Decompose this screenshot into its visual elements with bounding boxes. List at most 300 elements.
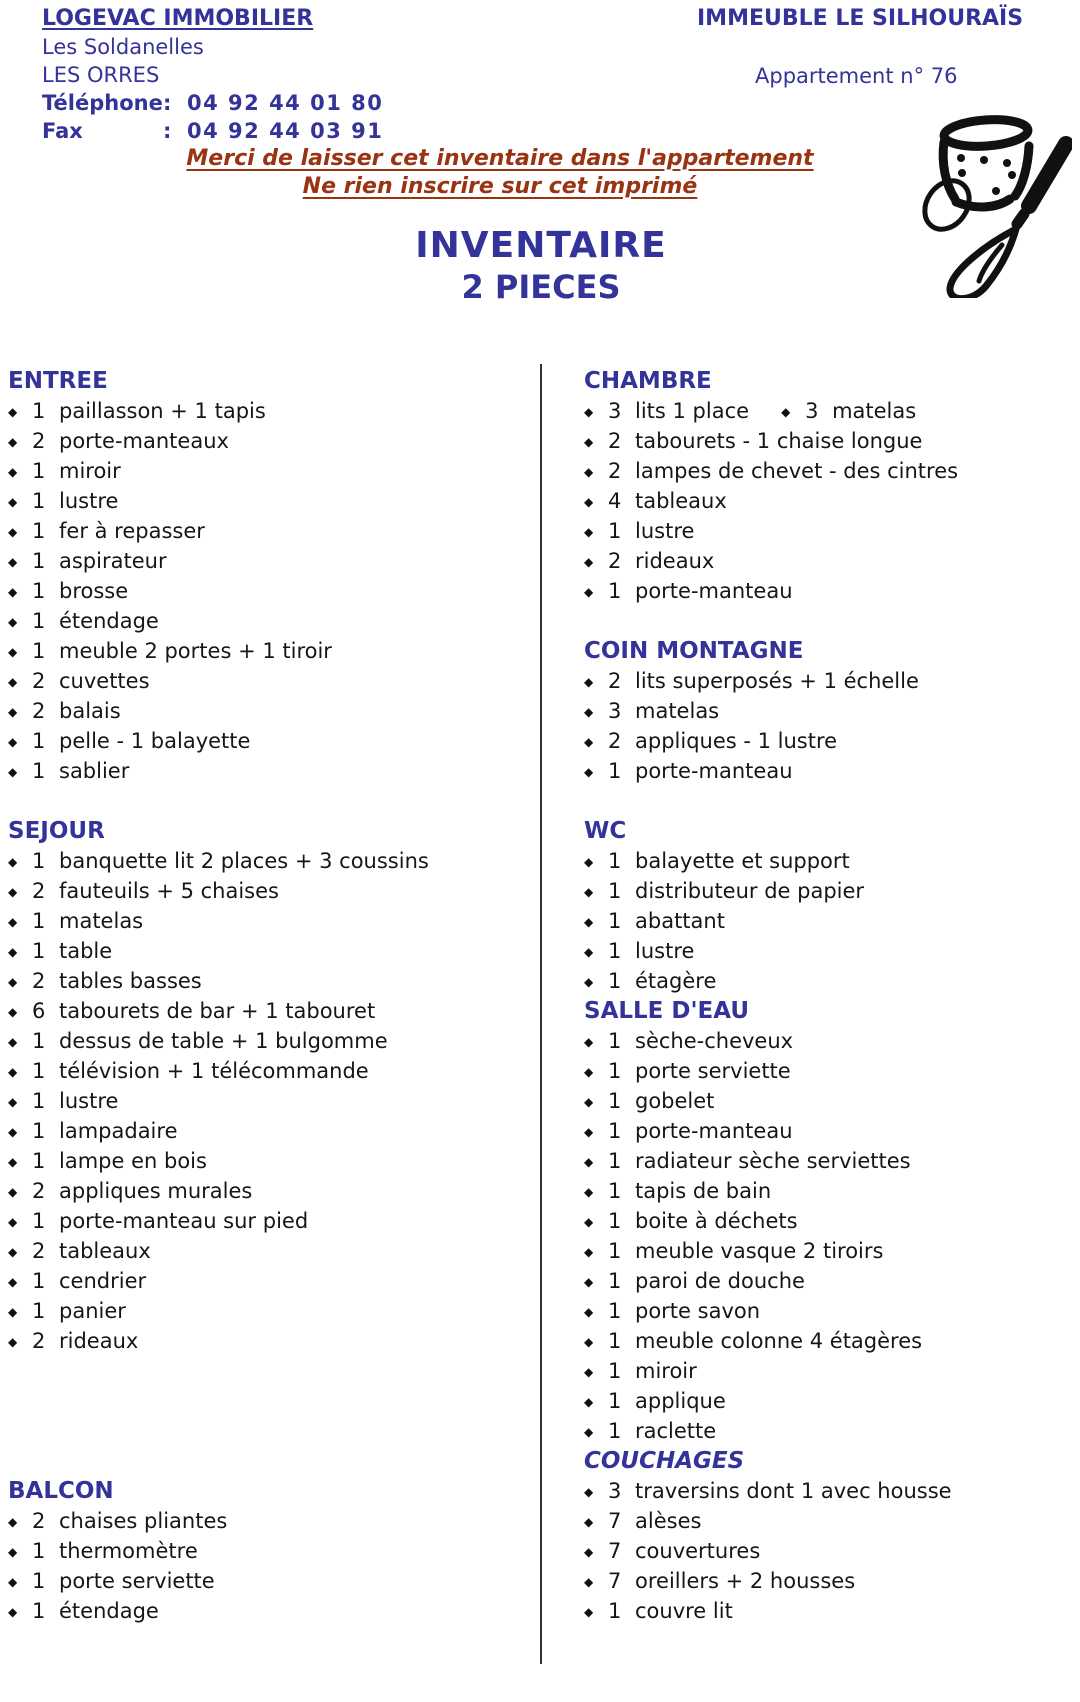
inventory-item	[8, 1176, 533, 1206]
item-label: lampes de chevet - des cintres	[635, 459, 959, 483]
inventory-item	[8, 546, 533, 576]
diamond-bullet-icon: ◆	[584, 945, 594, 959]
item-quantity: 1	[32, 1059, 46, 1083]
section-title: SALLE D'EAU	[584, 998, 750, 1024]
item-label: sèche-cheveux	[635, 1029, 794, 1053]
inventory-item	[8, 1566, 533, 1596]
diamond-bullet-icon: ◆	[584, 705, 594, 719]
item-label: cendrier	[59, 1269, 147, 1293]
item-quantity: 1	[32, 1089, 46, 1113]
inventory-item	[584, 1206, 1078, 1236]
diamond-bullet-icon: ◆	[8, 615, 18, 629]
diamond-bullet-icon: ◆	[584, 735, 594, 749]
diamond-bullet-icon: ◆	[8, 1245, 18, 1259]
inventory-right-column	[584, 366, 1078, 1626]
inventory-item	[584, 1116, 1078, 1146]
diamond-bullet-icon: ◆	[8, 1005, 18, 1019]
inventory-item	[584, 1536, 1078, 1566]
inventory-item	[584, 1506, 1078, 1536]
phone-row	[42, 89, 383, 117]
item-quantity: 1	[608, 969, 622, 993]
diamond-bullet-icon: ◆	[584, 465, 594, 479]
inventory-item	[8, 1506, 533, 1536]
item-quantity: 1	[32, 459, 46, 483]
item-label: appliques - 1 lustre	[635, 729, 838, 753]
inventory-item	[584, 906, 1078, 936]
diamond-bullet-icon: ◆	[8, 975, 18, 989]
item-label: porte-manteau	[635, 759, 793, 783]
item-label: lits 1 place	[635, 399, 750, 423]
inventory-item	[8, 426, 533, 456]
item-quantity: 1	[32, 639, 46, 663]
item-label: appliques murales	[59, 1179, 253, 1203]
item-label: radiateur sèche serviettes	[635, 1149, 911, 1173]
item-quantity: 1	[608, 1599, 622, 1623]
diamond-bullet-icon: ◆	[8, 915, 18, 929]
inventory-item	[584, 1596, 1078, 1626]
header-left-block	[42, 5, 383, 145]
inventory-item	[8, 1536, 533, 1566]
diamond-bullet-icon: ◆	[584, 855, 594, 869]
item-quantity: 1	[32, 519, 46, 543]
diamond-bullet-icon: ◆	[8, 945, 18, 959]
item-label: meuble 2 portes + 1 tiroir	[59, 639, 332, 663]
inventory-item	[8, 576, 533, 606]
item-label: balais	[59, 699, 121, 723]
item-quantity: 1	[32, 489, 46, 513]
item-label: thermomètre	[59, 1539, 198, 1563]
diamond-bullet-icon: ◆	[8, 855, 18, 869]
diamond-bullet-icon: ◆	[8, 465, 18, 479]
item-label: tabourets - 1 chaise longue	[635, 429, 923, 453]
item-quantity: 2	[32, 669, 46, 693]
diamond-bullet-icon: ◆	[8, 1335, 18, 1349]
item-label: porte serviette	[59, 1569, 215, 1593]
item-quantity: 2	[608, 459, 622, 483]
item-quantity: 6	[32, 999, 46, 1023]
inventory-item	[8, 846, 533, 876]
item-quantity: 2	[608, 549, 622, 573]
section-title: BALCON	[8, 1478, 114, 1504]
item-quantity: 1	[32, 549, 46, 573]
diamond-bullet-icon: ◆	[584, 975, 594, 989]
item-quantity: 1	[32, 909, 46, 933]
apartment-number: Appartement n° 76	[755, 64, 958, 88]
item-quantity: 1	[608, 519, 622, 543]
fax-separator: :	[163, 119, 172, 143]
diamond-bullet-icon: ◆	[8, 735, 18, 749]
item-quantity: 1	[608, 759, 622, 783]
diamond-bullet-icon: ◆	[584, 1365, 594, 1379]
item-label: tables basses	[59, 969, 202, 993]
item-quantity: 1	[608, 849, 622, 873]
item-quantity: 1	[32, 609, 46, 633]
item-quantity: 1	[32, 759, 46, 783]
item-label: paroi de douche	[635, 1269, 805, 1293]
fax-label: Fax	[42, 119, 83, 143]
item-quantity: 1	[608, 909, 622, 933]
inventory-item	[584, 1566, 1078, 1596]
inventory-item	[584, 396, 1078, 426]
inventory-item	[584, 546, 1078, 576]
item-quantity: 1	[608, 1299, 622, 1323]
item-quantity: 1	[32, 1209, 46, 1233]
item-quantity: 2	[32, 1509, 46, 1533]
section-title: CHAMBRE	[584, 368, 712, 394]
diamond-bullet-icon: ◆	[8, 1575, 18, 1589]
inventory-item	[8, 756, 533, 786]
item-label: lustre	[635, 939, 695, 963]
diamond-bullet-icon: ◆	[8, 1065, 18, 1079]
item-label: banquette lit 2 places + 3 coussins	[59, 849, 429, 873]
item-label: porte-manteau sur pied	[59, 1209, 309, 1233]
item-label: étendage	[59, 609, 159, 633]
item-quantity: 7	[608, 1509, 622, 1533]
item-label: porte-manteau	[635, 579, 793, 603]
column-divider	[540, 364, 542, 1664]
item-quantity: 1	[32, 399, 46, 423]
item-label: lampe en bois	[59, 1149, 207, 1173]
inventory-item	[584, 846, 1078, 876]
inventory-item	[584, 456, 1078, 486]
diamond-bullet-icon: ◆	[584, 1545, 594, 1559]
document-title-block	[0, 224, 1080, 306]
inventory-item	[8, 726, 533, 756]
item-quantity: 2	[32, 879, 46, 903]
item-quantity: 1	[32, 1599, 46, 1623]
item-label: applique	[635, 1389, 726, 1413]
item-label: lits superposés + 1 échelle	[635, 669, 919, 693]
item-label: lustre	[59, 489, 119, 513]
inventory-item	[584, 1386, 1078, 1416]
diamond-bullet-icon: ◆	[584, 1245, 594, 1259]
inventory-item	[8, 966, 533, 996]
document-title: INVENTAIRE	[415, 225, 667, 266]
item-label: table	[59, 939, 113, 963]
item-quantity: 1	[608, 1089, 622, 1113]
item-quantity: 1	[608, 1269, 622, 1293]
diamond-bullet-icon: ◆	[584, 1035, 594, 1049]
inventory-item	[584, 1326, 1078, 1356]
diamond-bullet-icon: ◆	[584, 435, 594, 449]
section-title: COIN MONTAGNE	[584, 638, 804, 664]
inventory-item	[584, 1266, 1078, 1296]
item-quantity: 4	[608, 489, 622, 513]
item-label: paillasson + 1 tapis	[59, 399, 266, 423]
item-label: meuble vasque 2 tiroirs	[635, 1239, 884, 1263]
diamond-bullet-icon: ◆	[8, 1185, 18, 1199]
item-quantity: 2	[32, 969, 46, 993]
notice-line-2: Ne rien inscrire sur cet imprimé	[302, 174, 698, 199]
item-quantity: 1	[32, 849, 46, 873]
item-label: tableaux	[59, 1239, 151, 1263]
inventory-item	[8, 1086, 533, 1116]
item-label: chaises pliantes	[59, 1509, 228, 1533]
diamond-bullet-icon: ◆	[8, 1275, 18, 1289]
item-quantity: 2	[32, 429, 46, 453]
item-label: distributeur de papier	[635, 879, 865, 903]
item-quantity: 1	[608, 1329, 622, 1353]
item-label: miroir	[635, 1359, 697, 1383]
item-quantity: 1	[32, 1029, 46, 1053]
item-quantity: 2	[32, 699, 46, 723]
diamond-bullet-icon: ◆	[8, 675, 18, 689]
item-label: fauteuils + 5 chaises	[59, 879, 279, 903]
item-quantity: 1	[32, 1269, 46, 1293]
diamond-bullet-icon: ◆	[584, 1305, 594, 1319]
inventory-left-column	[8, 366, 533, 1626]
inventory-item	[584, 1176, 1078, 1206]
diamond-bullet-icon: ◆	[584, 1095, 594, 1109]
inventory-item	[8, 666, 533, 696]
inventory-item	[8, 396, 533, 426]
inventory-item	[584, 966, 1078, 996]
section-title: ENTREE	[8, 368, 108, 394]
item-quantity: 2	[32, 1329, 46, 1353]
item-label: lustre	[635, 519, 695, 543]
inventory-item	[584, 1416, 1078, 1446]
item-label: raclette	[635, 1419, 717, 1443]
item-label: matelas	[59, 909, 144, 933]
diamond-bullet-icon: ◆	[584, 915, 594, 929]
diamond-bullet-icon: ◆	[584, 1125, 594, 1139]
fax-row	[42, 117, 383, 145]
item-label: couvre lit	[635, 1599, 733, 1623]
phone-label: Téléphone	[42, 91, 163, 115]
diamond-bullet-icon: ◆	[584, 1605, 594, 1619]
item-quantity: 1	[32, 1539, 46, 1563]
section-title: COUCHAGES	[584, 1448, 745, 1474]
inventory-item	[584, 1026, 1078, 1056]
inventory-item	[584, 726, 1078, 756]
item-label: miroir	[59, 459, 121, 483]
diamond-bullet-icon: ◆	[584, 675, 594, 689]
diamond-bullet-icon: ◆	[584, 1425, 594, 1439]
diamond-bullet-icon: ◆	[8, 765, 18, 779]
inventory-item	[584, 426, 1078, 456]
inventory-item	[8, 486, 533, 516]
item-quantity: 3	[805, 399, 819, 423]
item-label: lampadaire	[59, 1119, 178, 1143]
item-label: matelas	[635, 699, 720, 723]
inventory-item	[8, 1596, 533, 1626]
inventory-item	[8, 636, 533, 666]
item-label: télévision + 1 télécommande	[59, 1059, 369, 1083]
item-quantity: 3	[608, 399, 622, 423]
item-quantity: 3	[608, 699, 622, 723]
diamond-bullet-icon: ◆	[584, 1275, 594, 1289]
inventory-item	[8, 606, 533, 636]
item-quantity: 1	[608, 939, 622, 963]
diamond-bullet-icon: ◆	[8, 1305, 18, 1319]
inventory-item	[8, 1296, 533, 1326]
diamond-bullet-icon: ◆	[8, 1095, 18, 1109]
item-label: meuble colonne 4 étagères	[635, 1329, 923, 1353]
inventory-item	[584, 1356, 1078, 1386]
item-quantity: 1	[32, 1149, 46, 1173]
residence-name: Les Soldanelles	[42, 35, 204, 59]
item-quantity: 2	[608, 669, 622, 693]
inventory-item	[584, 756, 1078, 786]
diamond-bullet-icon: ◆	[584, 585, 594, 599]
section-title: WC	[584, 818, 627, 844]
item-label: gobelet	[635, 1089, 715, 1113]
diamond-bullet-icon: ◆	[584, 525, 594, 539]
item-label: alèses	[635, 1509, 702, 1533]
item-label: étendage	[59, 1599, 159, 1623]
diamond-bullet-icon: ◆	[584, 1335, 594, 1349]
item-label: tabourets de bar + 1 tabouret	[59, 999, 376, 1023]
diamond-bullet-icon: ◆	[584, 1575, 594, 1589]
diamond-bullet-icon: ◆	[8, 495, 18, 509]
diamond-bullet-icon: ◆	[584, 1395, 594, 1409]
item-label: pelle - 1 balayette	[59, 729, 251, 753]
inventory-item	[8, 906, 533, 936]
inventory-item	[584, 696, 1078, 726]
inventory-item	[8, 696, 533, 726]
phone-separator: :	[163, 91, 172, 115]
section-title: SEJOUR	[8, 818, 105, 844]
item-label: porte-manteaux	[59, 429, 229, 453]
item-label: sablier	[59, 759, 130, 783]
item-label: oreillers + 2 housses	[635, 1569, 856, 1593]
item-label: dessus de table + 1 bulgomme	[59, 1029, 388, 1053]
item-label: brosse	[59, 579, 129, 603]
inventory-item	[584, 936, 1078, 966]
item-label: balayette et support	[635, 849, 850, 873]
company-name: LOGEVAC IMMOBILIER	[42, 6, 314, 31]
item-quantity: 1	[608, 1209, 622, 1233]
item-quantity: 1	[608, 1179, 622, 1203]
item-label: abattant	[635, 909, 725, 933]
item-quantity: 3	[608, 1479, 622, 1503]
diamond-bullet-icon: ◆	[584, 555, 594, 569]
diamond-bullet-icon: ◆	[584, 495, 594, 509]
diamond-bullet-icon: ◆	[8, 1125, 18, 1139]
diamond-bullet-icon: ◆	[584, 1185, 594, 1199]
inventory-item	[584, 1056, 1078, 1086]
phone-number: 04 92 44 01 80	[187, 91, 384, 115]
diamond-bullet-icon: ◆	[584, 405, 594, 419]
item-quantity: 1	[608, 579, 622, 603]
inventory-item	[8, 1146, 533, 1176]
diamond-bullet-icon: ◆	[8, 885, 18, 899]
inventory-item	[8, 1116, 533, 1146]
inventory-item	[8, 456, 533, 486]
item-label: tapis de bain	[635, 1179, 772, 1203]
inventory-item	[8, 516, 533, 546]
item-quantity: 2	[608, 729, 622, 753]
item-quantity: 1	[608, 1239, 622, 1263]
building-name: IMMEUBLE LE SILHOURAÏS	[697, 6, 1024, 31]
city-name: LES ORRES	[42, 63, 160, 87]
item-quantity: 1	[32, 1299, 46, 1323]
item-quantity: 1	[608, 1359, 622, 1383]
document-subtitle: 2 PIECES	[461, 268, 621, 306]
inventory-item	[584, 666, 1078, 696]
item-quantity: 7	[608, 1569, 622, 1593]
item-quantity: 1	[608, 1059, 622, 1083]
inventory-item	[584, 1296, 1078, 1326]
item-quantity: 1	[32, 579, 46, 603]
diamond-bullet-icon: ◆	[584, 1065, 594, 1079]
item-quantity: 2	[32, 1239, 46, 1263]
diamond-bullet-icon: ◆	[584, 1215, 594, 1229]
diamond-bullet-icon: ◆	[8, 405, 18, 419]
inventory-item	[8, 876, 533, 906]
item-quantity: 1	[608, 879, 622, 903]
diamond-bullet-icon: ◆	[8, 645, 18, 659]
inventory-item	[584, 1086, 1078, 1116]
item-label: cuvettes	[59, 669, 150, 693]
inventory-item	[584, 486, 1078, 516]
item-label: aspirateur	[59, 549, 167, 573]
item-quantity: 7	[608, 1539, 622, 1563]
item-quantity: 1	[608, 1029, 622, 1053]
inventory-item	[8, 1026, 533, 1056]
diamond-bullet-icon: ◆	[8, 555, 18, 569]
diamond-bullet-icon: ◆	[8, 1155, 18, 1169]
inventory-item	[584, 1476, 1078, 1506]
item-label: panier	[59, 1299, 126, 1323]
item-label: porte serviette	[635, 1059, 791, 1083]
diamond-bullet-icon: ◆	[8, 1035, 18, 1049]
item-label: rideaux	[59, 1329, 139, 1353]
item-quantity: 1	[32, 1119, 46, 1143]
inventory-item	[584, 576, 1078, 606]
diamond-bullet-icon: ◆	[8, 1215, 18, 1229]
diamond-bullet-icon: ◆	[584, 1155, 594, 1169]
item-quantity: 1	[608, 1149, 622, 1173]
inventory-item	[584, 876, 1078, 906]
diamond-bullet-icon: ◆	[8, 705, 18, 719]
item-label: boite à déchets	[635, 1209, 798, 1233]
diamond-bullet-icon: ◆	[8, 435, 18, 449]
item-quantity: 1	[608, 1419, 622, 1443]
item-quantity: 1	[32, 729, 46, 753]
item-quantity: 1	[608, 1389, 622, 1413]
fax-number: 04 92 44 03 91	[187, 119, 384, 143]
inventory-item	[8, 1056, 533, 1086]
diamond-bullet-icon: ◆	[8, 585, 18, 599]
diamond-bullet-icon: ◆	[8, 1605, 18, 1619]
inventory-item	[8, 1326, 533, 1356]
inventory-item	[8, 1236, 533, 1266]
inventory-item	[8, 936, 533, 966]
item-label: tableaux	[635, 489, 727, 513]
item-quantity: 1	[608, 1119, 622, 1143]
inventory-item	[584, 516, 1078, 546]
item-label: couvertures	[635, 1539, 761, 1563]
diamond-bullet-icon: ◆	[584, 885, 594, 899]
diamond-bullet-icon: ◆	[781, 405, 791, 419]
diamond-bullet-icon: ◆	[8, 1545, 18, 1559]
diamond-bullet-icon: ◆	[584, 1485, 594, 1499]
diamond-bullet-icon: ◆	[584, 765, 594, 779]
item-quantity: 1	[32, 1569, 46, 1593]
item-label: traversins dont 1 avec housse	[635, 1479, 952, 1503]
diamond-bullet-icon: ◆	[8, 1515, 18, 1529]
inventory-item	[8, 1206, 533, 1236]
item-label: fer à repasser	[59, 519, 205, 543]
inventory-item	[584, 1236, 1078, 1266]
item-label: étagère	[635, 969, 717, 993]
item-label: porte-manteau	[635, 1119, 793, 1143]
item-label: porte savon	[635, 1299, 761, 1323]
inventory-item	[8, 996, 533, 1026]
diamond-bullet-icon: ◆	[584, 1515, 594, 1529]
item-quantity: 2	[32, 1179, 46, 1203]
